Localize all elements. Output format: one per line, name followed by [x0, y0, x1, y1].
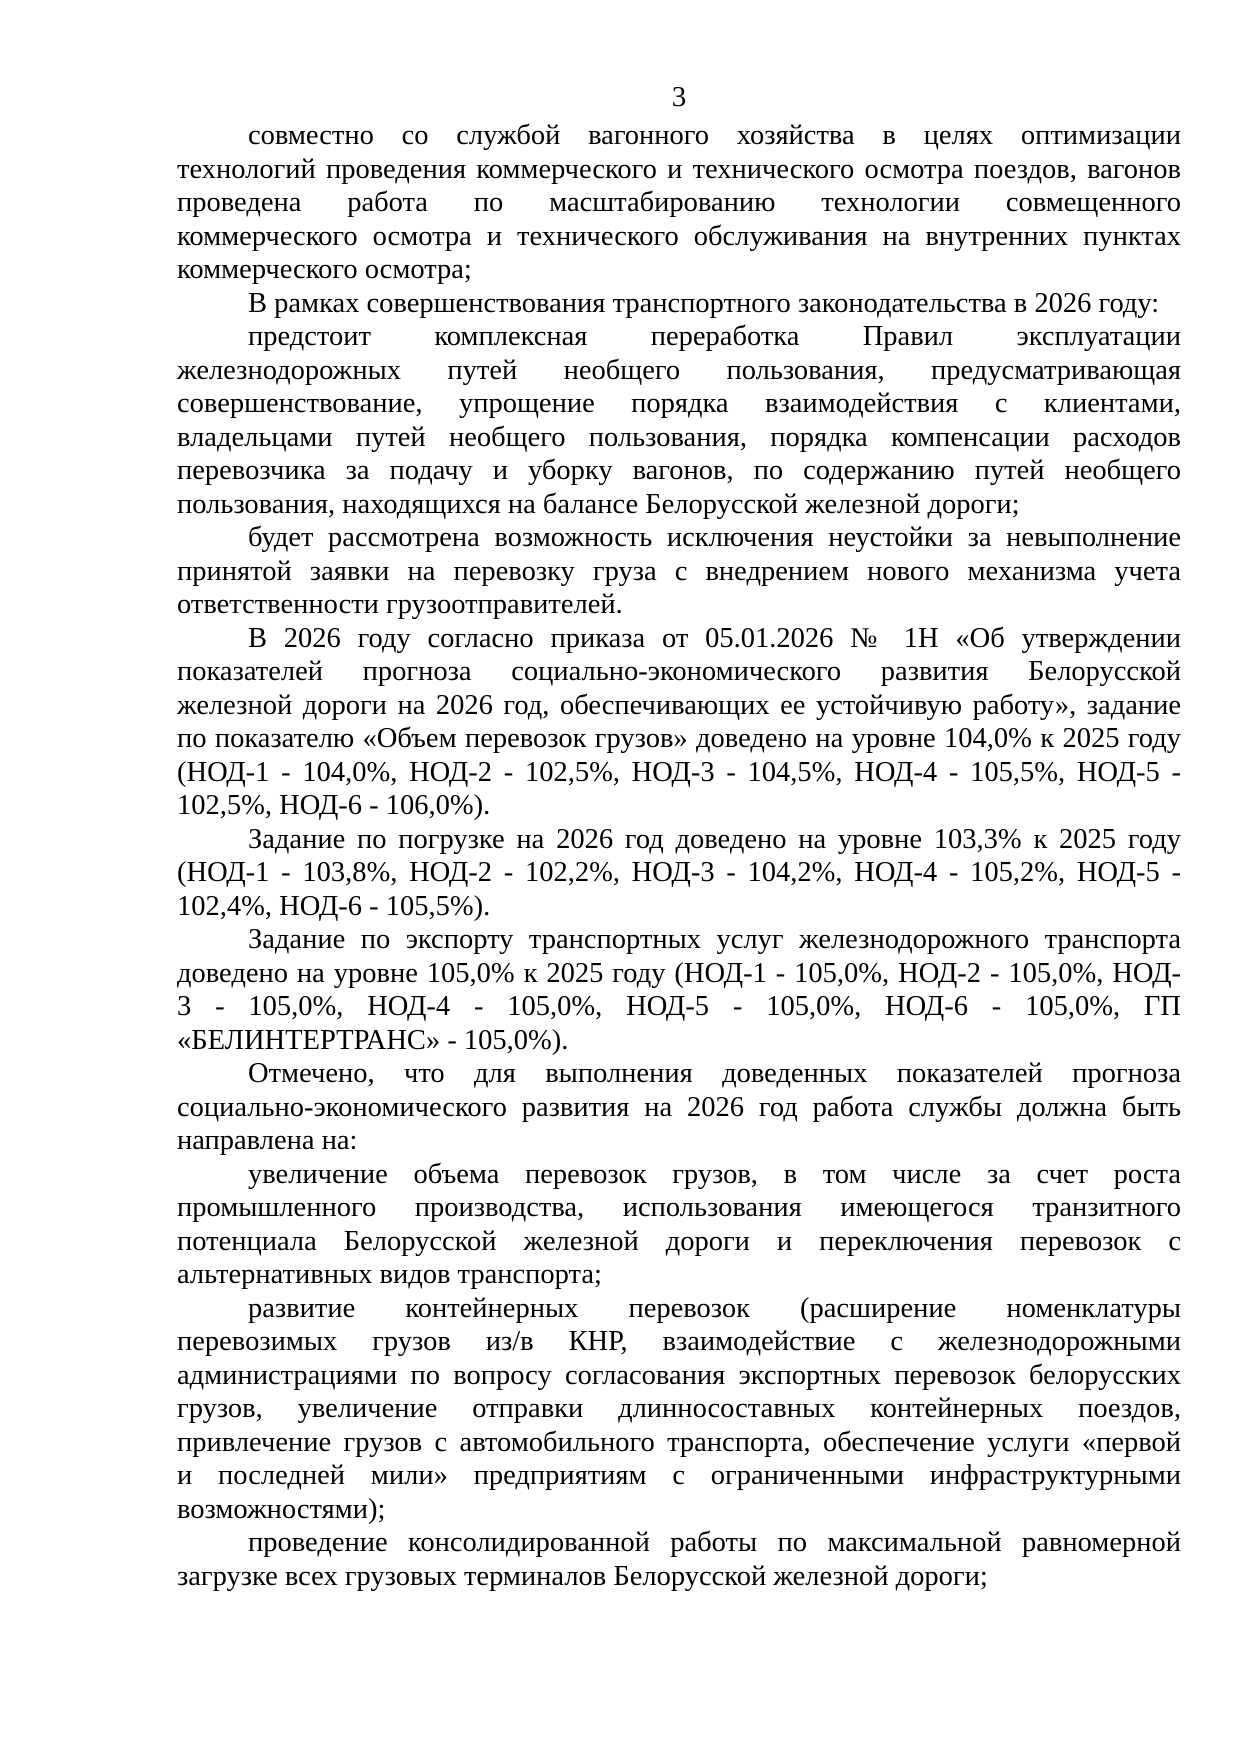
text-line: совместно со службой вагонного хозяйства в целях оптимизации: [248, 120, 1181, 151]
text-line: по показателю «Объем перевозок грузов» доведено на уровне 104,0% к 2025 году: [177, 723, 1181, 754]
text-line: железной дороги на 2026 год, обеспечивающих ее устойчивую работу», задание: [177, 689, 1181, 721]
text-line: (НОД-1 - 104,0%, НОД-2 - 102,5%, НОД-3 - 104,5%, НОД-4 - 105,5%, НОД-5 -: [177, 756, 1181, 788]
text-line: В рамках совершенствования транспортного законодательства в 2026 году:: [248, 287, 1160, 319]
paragraph: [177, 923, 1181, 1057]
paragraph: [177, 320, 1181, 521]
text-line: (НОД-1 - 103,8%, НОД-2 - 102,2%, НОД-3 - 104,2%, НОД-4 - 105,2%, НОД-5 -: [177, 857, 1181, 888]
text-line: проведена работа по масштабированию технологии совмещенного: [177, 187, 1181, 218]
text-line: принятой заявки на перевозку груза с внедрением нового механизма учета: [177, 555, 1181, 587]
text-line: показателей прогноза социально-экономического развития Белорусской: [177, 656, 1181, 687]
paragraph: [177, 287, 1181, 321]
text-line: увеличение объема перевозок грузов, в том числе за счет роста: [248, 1158, 1181, 1190]
document-body: [177, 119, 1181, 1593]
text-line: загрузке всех грузовых терминалов Белорусской железной дороги;: [177, 1560, 988, 1592]
text-line: направлена на:: [177, 1125, 358, 1156]
text-line: грузов, увеличение отправки длинносоставных контейнерных поездов,: [177, 1393, 1181, 1424]
text-line: промышленного производства, использования имеющегося транзитного: [177, 1192, 1181, 1223]
text-line: альтернативных видов транспорта;: [177, 1259, 602, 1290]
text-line: развитие контейнерных перевозок (расширение номенклатуры: [248, 1292, 1181, 1324]
text-line: перевозчика за подачу и уборку вагонов, по содержанию путей необщего: [177, 455, 1181, 486]
text-line: Задание по погрузке на 2026 год доведено на уровне 103,3% к 2025 году: [248, 823, 1181, 855]
text-line: совершенствование, упрощение порядка взаимодействия с клиентами,: [177, 388, 1181, 419]
page-number: 3: [671, 81, 687, 113]
text-line: пользования, находящихся на балансе Белорусской железной дороги;: [177, 488, 1020, 520]
paragraph: [177, 823, 1181, 924]
paragraph: [177, 1158, 1181, 1292]
text-line: проведение консолидированной работы по максимальной равномерной: [248, 1527, 1181, 1558]
text-line: 102,4%, НОД-6 - 105,5%).: [177, 890, 491, 922]
paragraph: [177, 1526, 1181, 1593]
text-line: коммерческого осмотра;: [177, 254, 472, 285]
text-line: Задание по экспорту транспортных услуг железнодорожного транспорта: [248, 924, 1181, 955]
text-line: технологий проведения коммерческого и технического осмотра поездов, вагонов: [177, 153, 1181, 185]
text-line: Отмечено, что для выполнения доведенных показателей прогноза: [248, 1058, 1181, 1089]
text-line: коммерческого осмотра и технического обслуживания на внутренних пунктах: [177, 220, 1181, 252]
text-line: потенциала Белорусской железной дороги и переключения перевозок с: [177, 1225, 1181, 1257]
paragraph: [177, 1057, 1181, 1158]
text-line: привлечение грузов с автомобильного транспорта, обеспечение услуги «первой: [177, 1426, 1181, 1458]
text-line: предстоит комплексная переработка Правил эксплуатации: [248, 321, 1181, 352]
text-line: железнодорожных путей необщего пользования, предусматривающая: [177, 354, 1181, 386]
text-line: В 2026 году согласно приказа от 05.01.2026 № 1Н «Об утверждении: [248, 622, 1181, 654]
paragraph: [177, 1292, 1181, 1527]
text-line: и последней мили» предприятиям с ограниченными инфраструктурными: [177, 1460, 1181, 1491]
text-line: владельцами путей необщего пользования, порядка компенсации расходов: [177, 421, 1181, 453]
text-line: администрациями по вопросу согласования экспортных перевозок белорусских: [177, 1359, 1181, 1391]
text-line: доведено на уровне 105,0% к 2025 году (НОД-1 - 105,0%, НОД-2 - 105,0%, НОД-: [177, 957, 1181, 989]
text-line: ответственности грузоотправителей.: [177, 589, 623, 620]
paragraph: [177, 521, 1181, 622]
paragraph: [177, 119, 1181, 287]
text-line: будет рассмотрена возможность исключения неустойки за невыполнение: [248, 522, 1181, 553]
text-line: перевозимых грузов из/в КНР, взаимодействие с железнодорожными: [177, 1326, 1181, 1357]
text-line: 102,5%, НОД-6 - 106,0%).: [177, 790, 491, 821]
text-line: возможностями);: [177, 1493, 386, 1525]
text-line: 3 - 105,0%, НОД-4 - 105,0%, НОД-5 - 105,0%, НОД-6 - 105,0%, ГП: [177, 991, 1181, 1022]
paragraph: [177, 622, 1181, 823]
text-line: социально-экономического развития на 2026 год работа службы должна быть: [177, 1091, 1181, 1123]
text-line: «БЕЛИНТЕРТРАНС» - 105,0%).: [177, 1024, 569, 1056]
